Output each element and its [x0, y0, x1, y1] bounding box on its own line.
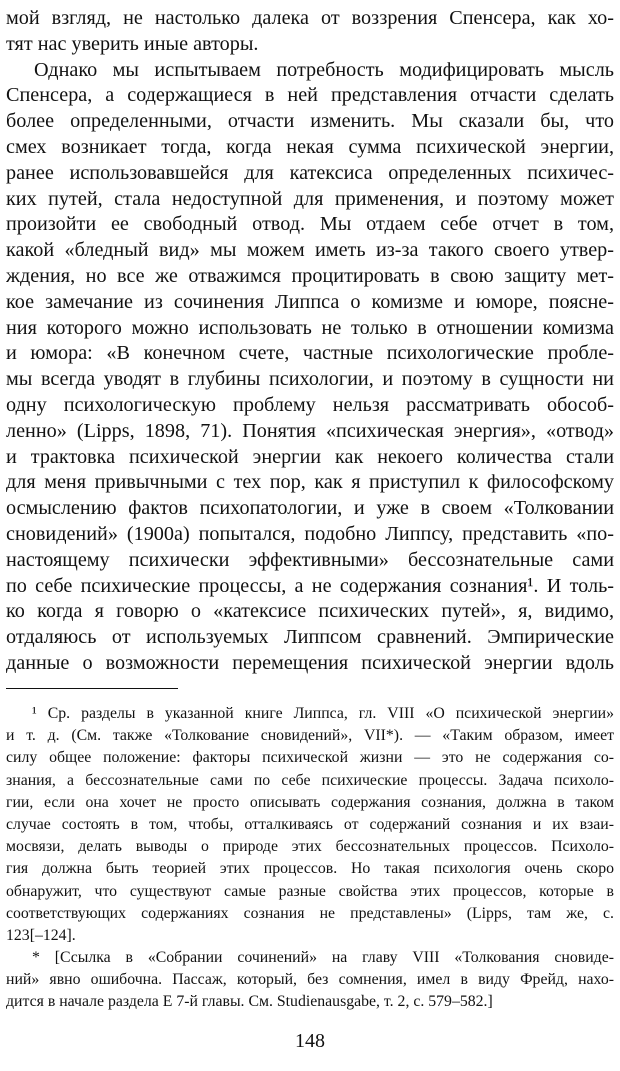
- text-line: мы всегда уводят в глубины психологии, и поэтому в сущности ни: [6, 368, 614, 391]
- text-line: и юмора: «В конечном счете, частные психологические пробле-: [6, 342, 614, 365]
- footnote-line: гии, если она хочет не просто описывать содержания сознания, должна в таком: [6, 793, 614, 811]
- footnotes: [6, 703, 614, 1014]
- page-number: 148: [295, 1030, 325, 1052]
- text-line: кое замечание из сочинения Липпса о комизме и юморе, поясне-: [6, 290, 614, 313]
- footnote-line: мосвязи, делать выводы о природе этих бессознательных процессов. Психоло-: [6, 838, 614, 856]
- text-line: сновидений» (1900а) попытался, подобно Липпсу, представить «по-: [6, 522, 614, 545]
- text-line: произойти ее свободный отвод. Мы отдаем себе отчет в том,: [6, 213, 614, 236]
- text-line: по себе психические процессы, а не содержания сознания¹. И толь-: [6, 574, 614, 597]
- text-line: отдаляюсь от используемых Липпсом сравнений. Эмпирические: [6, 626, 614, 649]
- text-line: Спенсера, а содержащиеся в ней представления отчасти сделать: [6, 84, 614, 107]
- text-line: ких путей, стала недоступной для применения, и поэтому может: [6, 187, 614, 210]
- text-line: данные о возможности перемещения психической энергии вдоль: [6, 651, 614, 674]
- text-line: мой взгляд, не настолько далека от воззрения Спенсера, как хо-: [6, 7, 614, 29]
- text-line: более определенными, отчасти изменить. Мы сказали бы, что: [6, 110, 614, 133]
- text-line: тят нас уверить иные авторы.: [6, 32, 259, 55]
- footnote-line: дится в начале раздела Е 7-й главы. См. Studienausgabe, т. 2, с. 579–582.]: [6, 993, 493, 1011]
- footnote-line: обнаружит, что существуют самые разные свойства этих процессов, которые в: [6, 882, 614, 900]
- text-line: и трактовка психической энергии как некоего количества стали: [6, 445, 614, 468]
- footnote-line: * [Ссылка в «Собрании сочинений» на главу VIII «Толкования сновиде-: [32, 949, 614, 967]
- footnote-line: случае состоять в том, чтобы, отталкиваясь от содержаний сознания и их взаи-: [6, 815, 614, 833]
- footnote-line: и т. д. (См. также «Толкование сновидений», VII*). — «Таким образом, имеет: [6, 727, 614, 745]
- text-line: ранее использовавшейся для катексиса определенных психичес-: [6, 161, 614, 184]
- text-line: для меня привычными с тех пор, как я приступил к философскому: [6, 471, 614, 494]
- text-line: настоящему психически эффективными» бессознательные сами: [6, 548, 614, 571]
- footnote-separator: [6, 688, 178, 689]
- footnote-line: гия должна быть теорией этих процессов. Но такая психология очень скоро: [6, 860, 614, 878]
- text-line: ко когда я говорю о «катексисе психических путей», я, видимо,: [6, 600, 614, 623]
- footnote-line: ний» явно ошибочна. Пассаж, который, без сомнения, имел в виду Фрейд, нахо-: [6, 971, 614, 989]
- text-line: одну психологическую проблему нельзя рассматривать обособ-: [6, 393, 614, 416]
- text-line: какой «бледный вид» мы можем иметь из-за такого своего утвер-: [6, 239, 614, 262]
- main-text: [6, 6, 614, 677]
- text-line: осмыслению фактов психопатологии, и уже в своем «Толковании: [6, 497, 614, 520]
- text-line: смех возникает тогда, когда некая сумма психической энергии,: [6, 135, 614, 158]
- text-line: ждения, но все же отважимся процитировать в свою защиту мет-: [6, 264, 614, 287]
- text-line: ленно» (Lipps, 1898, 71). Понятия «психическая энергия», «отвод»: [6, 419, 614, 442]
- footnote-line: ¹ Ср. разделы в указанной книге Липпса, гл. VIII «О психической энергии»: [32, 705, 614, 722]
- footnote-line: силу общее положение: факторы психической жизни — это не содержания со-: [6, 749, 614, 767]
- text-line: Однако мы испытываем потребность модифицировать мысль: [34, 58, 614, 81]
- footnote-line: знания, а бессознательные сами по себе психические процессы. Задача психоло-: [6, 771, 614, 789]
- text-line: ния которого можно использовать не только в отношении комизма: [6, 316, 614, 339]
- footnote-line: соответствующих содержаниях сознания не представлены» (Lipps, там же, с.: [6, 904, 614, 922]
- footnote-line: 123[–124].: [6, 926, 76, 944]
